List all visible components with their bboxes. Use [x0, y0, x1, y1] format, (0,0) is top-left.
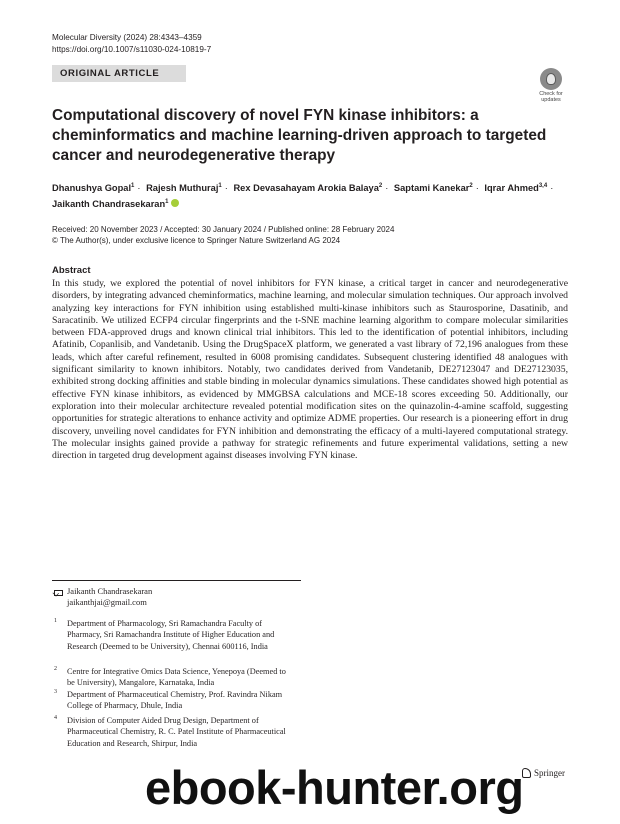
author-name[interactable]: Iqrar Ahmed: [484, 183, 539, 194]
journal-citation: Molecular Diversity (2024) 28:4343–4359: [52, 33, 202, 42]
author-separator: ·: [550, 183, 554, 194]
author-affiliation-ref: 1: [218, 183, 222, 189]
section-label: ORIGINAL ARTICLE: [52, 65, 186, 82]
author-name[interactable]: Jaikanth Chandrasekaran: [52, 199, 166, 210]
footnote-divider: [52, 580, 301, 581]
author-separator: ·: [385, 183, 389, 194]
author-separator: ·: [137, 183, 141, 194]
affiliation-item: [52, 618, 292, 652]
corresponding-author-name: Jaikanth Chandrasekaran: [67, 586, 153, 596]
check-for-updates-icon: [540, 68, 562, 90]
affiliation-number: 4: [54, 715, 57, 721]
affiliation-item: [52, 666, 292, 689]
author-name[interactable]: Dhanushya Gopal: [52, 183, 132, 194]
doi-link[interactable]: https://doi.org/10.1007/s11030-024-10819-7: [52, 45, 212, 54]
affiliation-text: Division of Computer Aided Drug Design, Department of Pharmaceutical Chemistry, R. C. Patel Institute of Pharmaceutical Education and Research, Shirpur, India: [67, 716, 286, 748]
publication-dates: Received: 20 November 2023 / Accepted: 30 January 2024 / Published online: 28 February 2024: [52, 225, 395, 234]
abstract-text: In this study, we explored the potential of novel inhibitors for FYN kinase, a critical target in cancer and neurodegenerative disorders, by integrating advanced cheminformatics, machine learning, and molecular simulation techniques. Our approach involved analyzing key interactions for FYN inhibition using established multi-kinase inhibitors such as Staurosporine, Dasatinib, and Saracatinib. We utilized ECFP4 circular fingerprints and the t-SNE machine learning algorithm to compare molecular similarities between FDA-approved drugs and known clinical trial inhibitors. This led to the identification of potential inhibitors, including Afatinib, Copanlisib, and Vandetanib. Using the DrugSpaceX platform, we generated a vast library of 72,196 analogues from these leads, which after careful refinement, resulted in 6008 promising candidates. Subsequent clustering identified 48 analogues with significant similarity to known inhibitors. Notably, two candidates derived from Vandetanib, DE27123047 and DE27123035, exhibited strong docking affinities and stable binding in molecular dynamics simulations. These candidates showed high potential as effective FYN kinase inhibitors, as evidenced by MMGBSA calculations and MCE-18 scores exceeding 50. Additionally, our exploration into their molecular architecture revealed potential modification sites on the quinazolin-4-amine scaffold, suggesting opportunities for strategic alterations to enhance activity and optimize ADME properties. Our research is a pioneering effort in drug discovery, unveiling novel candidates for FYN inhibition and demonstrating the efficacy of a multi-layered computational strategy. The molecular insights gained provide a pathway for strategic refinements and future experimental validations, setting a new direction in targeted drug development against diseases involving FYN kinase.: [52, 278, 568, 462]
author-name[interactable]: Rajesh Muthuraj: [146, 183, 219, 194]
affiliation-item: [52, 715, 292, 749]
author-name[interactable]: Rex Devasahayam Arokia Balaya: [233, 183, 379, 194]
author-name[interactable]: Saptami Kanekar: [393, 183, 470, 194]
affiliation-item: [52, 689, 292, 712]
affiliation-number: 1: [54, 618, 57, 624]
author-separator: ·: [224, 183, 228, 194]
affiliation-text: Department of Pharmaceutical Chemistry, Prof. Ravindra Nikam College of Pharmacy, Dhule, India: [67, 690, 283, 711]
check-for-updates-label: Check for updates: [539, 91, 563, 103]
abstract-heading: Abstract: [52, 265, 91, 276]
copyright-notice: © The Author(s), under exclusive licence to Springer Nature Switzerland AG 2024: [52, 236, 341, 245]
author-affiliation-ref: 1: [165, 199, 169, 206]
author-affiliation-ref: 2: [469, 183, 473, 189]
publisher-logo: [522, 768, 565, 778]
author-separator: ·: [475, 183, 479, 194]
corresponding-author-email[interactable]: jaikanthjai@gmail.com: [67, 597, 147, 607]
affiliation-number: 2: [54, 666, 57, 672]
author-affiliation-ref: 3,4: [538, 183, 548, 189]
affiliation-text: Centre for Integrative Omics Data Science, Yenepoya (Deemed to be University), Mangalore, Karnataka, India: [67, 667, 286, 688]
article-title: Computational discovery of novel FYN kinase inhibitors: a cheminformatics and machine learning-driven approach to targeted cancer and neurodegenerative therapy: [52, 107, 547, 164]
author-affiliation-ref: 2: [378, 183, 383, 189]
author-list: [52, 179, 564, 211]
affiliation-number: 3: [54, 689, 57, 695]
publisher-name: Springer: [534, 768, 565, 778]
orcid-icon[interactable]: [171, 199, 179, 207]
envelope-icon: [54, 590, 63, 596]
watermark-text: ebook-hunter.org: [145, 761, 524, 814]
author-affiliation-ref: 1: [131, 183, 135, 189]
affiliation-text: Department of Pharmacology, Sri Ramachandra Faculty of Pharmacy, Sri Ramachandra Institute of Higher Education and Research (Deemed to be University), Chennai 600116, India: [67, 619, 275, 651]
check-for-updates-badge[interactable]: [536, 68, 566, 103]
